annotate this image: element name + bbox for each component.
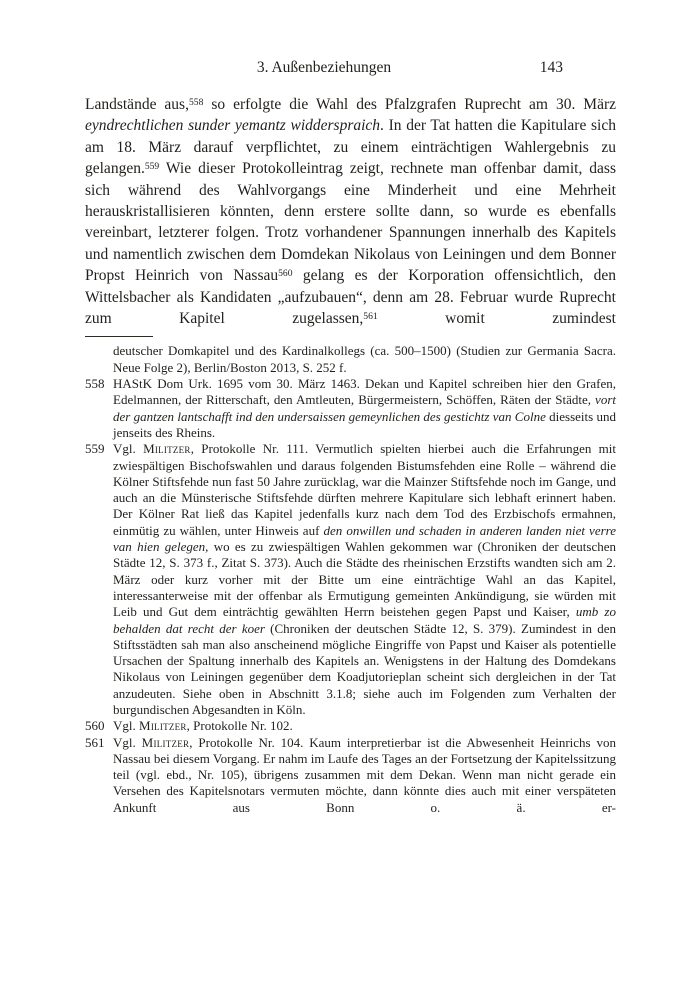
text-run: diesseits und jenseits des Rheins.: [113, 408, 616, 440]
footnote-text: [113, 735, 616, 816]
text-run: , Protokolle Nr. 102.: [186, 718, 293, 734]
text-run: deutscher Domkapitel und des Kardinalkollegs (ca. 500–1500) (Studien zur Germania Sacra. Neue Folge 2), Berlin/Boston 2013, S. 252 f.: [113, 343, 616, 375]
footnote-ref: 561: [363, 311, 378, 323]
footnote-text: [113, 718, 616, 734]
text-run: umb zo behalden dat recht der koer: [113, 604, 616, 636]
text-run: (Chroniken der deutschen Städte 12, S. 379). Zumindest in den Stiftsstädten sah man also anscheinend mögliche Eingriffe von Papst und Kaiser als potentielle Ursachen der Spaltung innerhalb des Kapitels an. Wenigstens in der Haltung des Domdekans Nikolaus von Leiningen gegenüber dem Koadjutorieplan scheint sich dergleichen in der Tat anzudeuten. Siehe oben in Abschnitt 3.1.8; siehe auch im Folgenden zum Verhalten der burgundischen Abgesandten in Köln.: [113, 620, 616, 717]
body-paragraph: [85, 94, 616, 329]
footnote-text: [113, 376, 616, 441]
footnote-item: [85, 343, 616, 376]
text-run: Militzer: [143, 441, 191, 457]
text-run: den onwillen und schaden in anderen landen niet verre van hien gelegen: [113, 522, 616, 555]
text-run: Vgl.: [113, 718, 139, 734]
footnote-item: [85, 376, 616, 441]
footnote-item: [85, 441, 616, 718]
running-head: [85, 57, 563, 78]
text-run: vort der gantzen lantschafft ind den undersaissen gemeynlichen des gestichtz van Colne: [113, 392, 616, 424]
footnote-text: [113, 441, 616, 718]
text-run: Militzer: [141, 734, 190, 750]
text-run: Vgl.: [113, 734, 142, 750]
footnote-number: [85, 343, 113, 376]
text-run: Landstände aus,: [85, 96, 189, 113]
footnote-list: [85, 343, 616, 816]
footnote-item: [85, 718, 616, 734]
footnote-text: [113, 343, 616, 376]
text-run: Wie dieser Protokolleintrag zeigt, rechnete man offenbar damit, dass sich während des Wahlvorgangs eine Minderheit und eine Mehrheit herauskristallisieren könnten, denn erstere sollte dann, so wurde es ebenfalls vereinbart, letzterer folgen. Trotz vorhandener Spannungen innerhalb des Kapitels und namentlich zwischen dem Domdekan Nikolaus von Leiningen und dem Bonner Propst Heinrich von Nassau: [85, 160, 616, 285]
chapter-title: 3. Außenbeziehungen: [256, 59, 392, 76]
footnote-number: 561: [85, 734, 105, 750]
footnote-number: 560: [85, 718, 105, 734]
footnote-ref: 560: [278, 268, 293, 280]
text-run: so erfolgte die Wahl des Pfalzgrafen Ruprecht am 30. März: [203, 96, 617, 113]
text-run: , Protokolle Nr. 111. Vermutlich spielten hierbei auch die Erfahrungen mit zwiespältigen Bischofswahlen und daraus folgenden Bistumsfehden eine Rolle – während die Kölner Stiftsfehde nun fast 50 Jahre zurücklag, war die Mainzer Stiftsfehde noch im Gange, und auch an die Münsterische Stiftsfehde dürften mehrere Kapitulare sich lebhaft erinnert haben. Der Kölner Rat ließ das Kapitel jedenfalls kurz nach dem Tod des Erzbischofs ermahnen, einmütig zu wählen, unter Hinweis auf: [113, 441, 617, 538]
footnote-separator: [85, 336, 153, 337]
text-run: Vgl.: [113, 441, 144, 457]
footnote-number: 558: [85, 376, 105, 392]
footnote-ref: 559: [144, 161, 160, 173]
footnote-ref: 558: [188, 96, 204, 108]
text-run: gelang es der Korporation offensichtlich, den Wittelsbacher als Kandidaten „aufzubauen“, denn am 28. Februar wurde Ruprecht zum Kapitel zugelassen,: [85, 267, 616, 328]
footnote-number: 559: [85, 441, 105, 457]
text-run: , wo es zu zwiespältigen Wahlen gekommen war (Chroniken der deutschen Städte 12, S. 373 f., Zitat S. 373). Auch die Städte des rheinischen Erzstifts wandten sich am 2. März oder kurz vorher mit der Bitte um eine einträchtige Wahl an das Kapitel, interessanterweise mit der offenbar als Ermutigung gemeinten Ankündigung, sie würden mit Leib und Gut dem einträchtig gewählten Herrn beistehen gegen Papst und Kaiser,: [113, 539, 617, 620]
text-run: Militzer: [139, 718, 187, 734]
text-run: eyndrechtlichen sunder yemantz widderspraich: [85, 117, 381, 135]
footnote-item: [85, 735, 616, 816]
text-run: , Protokolle Nr. 104. Kaum interpretierbar ist die Abwesenheit Heinrichs von Nassau bei diesem Vorgang. Er nahm im Laufe des Tages an der Fortsetzung der Kapitelssitzung teil (vgl. ebd., Nr. 105), übrigens zusammen mit dem Dekan. Wenn man nicht gerade ein Versehen des Kapitelsnotars vermuten möchte, dann könnte dies auch mit einer verspäteten Ankunft aus Bonn o. ä. er-: [113, 734, 617, 815]
text-run: HAStK Dom Urk. 1695 vom 30. März 1463. Dekan und Kapitel schreiben hier den Grafen, Edelmannen, der Ritterschaft, den Amtleuten, Bürgermeistern, Schöffen, Räten der Städte,: [113, 376, 616, 408]
text-run: . In der Tat hatten die Kapitulare sich am 18. März darauf verpflichtet, zu einem einträchtigen Wahlergebnis zu gelangen.: [85, 117, 616, 178]
text-run: womit zumindest: [377, 310, 616, 328]
page-number: 143: [539, 59, 563, 76]
